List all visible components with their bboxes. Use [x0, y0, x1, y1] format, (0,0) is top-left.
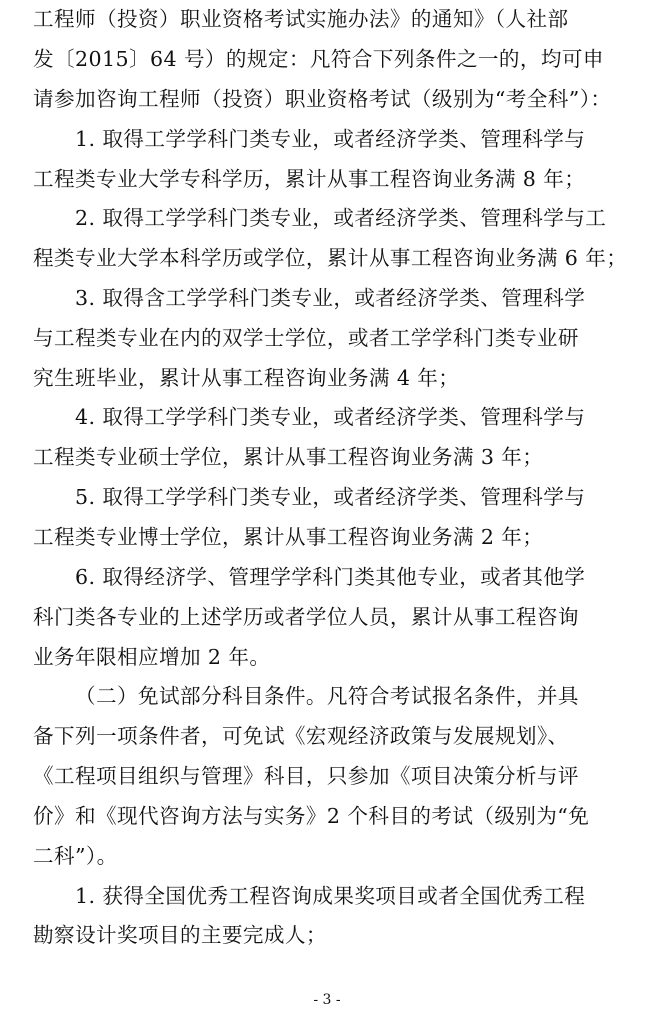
- list-item-line: 勘察设计奖项目的主要完成人；: [33, 923, 327, 947]
- list-item-line: 3. 取得含工学学科门类专业，或者经济学类、管理科学: [75, 286, 586, 310]
- list-item-line: 科门类各专业的上述学历或者学位人员，累计从事工程咨询: [33, 605, 579, 629]
- list-item-line: 工程类专业博士学位，累计从事工程咨询业务满 2 年；: [33, 525, 544, 549]
- paragraph-line: 工程师（投资）职业资格考试实施办法》的通知》（人社部: [33, 7, 569, 31]
- page-number: - 3 -: [313, 992, 341, 1008]
- section-heading-line: （二）免试部分科目条件。凡符合考试报名条件，并具: [75, 684, 579, 708]
- list-item-line: 与工程类专业在内的双学士学位，或者工学学科门类专业研: [33, 326, 579, 350]
- paragraph-line: 发〔2015〕64 号）的规定：凡符合下列条件之一的，均可申: [33, 47, 604, 71]
- list-item-line: 5. 取得工学学科门类专业，或者经济学类、管理科学与: [75, 485, 586, 509]
- list-item-line: 工程类专业大学专科学历，累计从事工程咨询业务满 8 年；: [33, 167, 586, 191]
- list-item-line: 6. 取得经济学、管理学学科门类其他专业，或者其他学: [75, 565, 586, 589]
- list-item-line: 1. 获得全国优秀工程咨询成果奖项目或者全国优秀工程: [75, 884, 586, 908]
- list-item-line: 程类专业大学本科学历或学位，累计从事工程咨询业务满 6 年；: [33, 246, 628, 270]
- paragraph-line: 《工程项目组织与管理》科目，只参加《项目决策分析与评: [33, 764, 579, 788]
- paragraph-line: 价》和《现代咨询方法与实务》2 个科目的考试（级别为“免: [33, 804, 590, 828]
- list-item-line: 业务年限相应增加 2 年。: [33, 645, 271, 669]
- list-item-line: 1. 取得工学学科门类专业，或者经济学类、管理科学与: [75, 127, 586, 151]
- paragraph-line: 请参加咨询工程师（投资）职业资格考试（级别为“考全科”）：: [33, 87, 612, 111]
- paragraph-line: 备下列一项条件者，可免试《宏观经济政策与发展规划》、: [33, 724, 569, 748]
- list-item-line: 究生班毕业，累计从事工程咨询业务满 4 年；: [33, 366, 460, 390]
- list-item-line: 4. 取得工学学科门类专业，或者经济学类、管理科学与: [75, 405, 586, 429]
- paragraph-line: 二科”）。: [33, 844, 118, 868]
- list-item-line: 2. 取得工学学科门类专业，或者经济学类、管理科学与工: [75, 206, 607, 230]
- list-item-line: 工程类专业硕士学位，累计从事工程咨询业务满 3 年；: [33, 445, 544, 469]
